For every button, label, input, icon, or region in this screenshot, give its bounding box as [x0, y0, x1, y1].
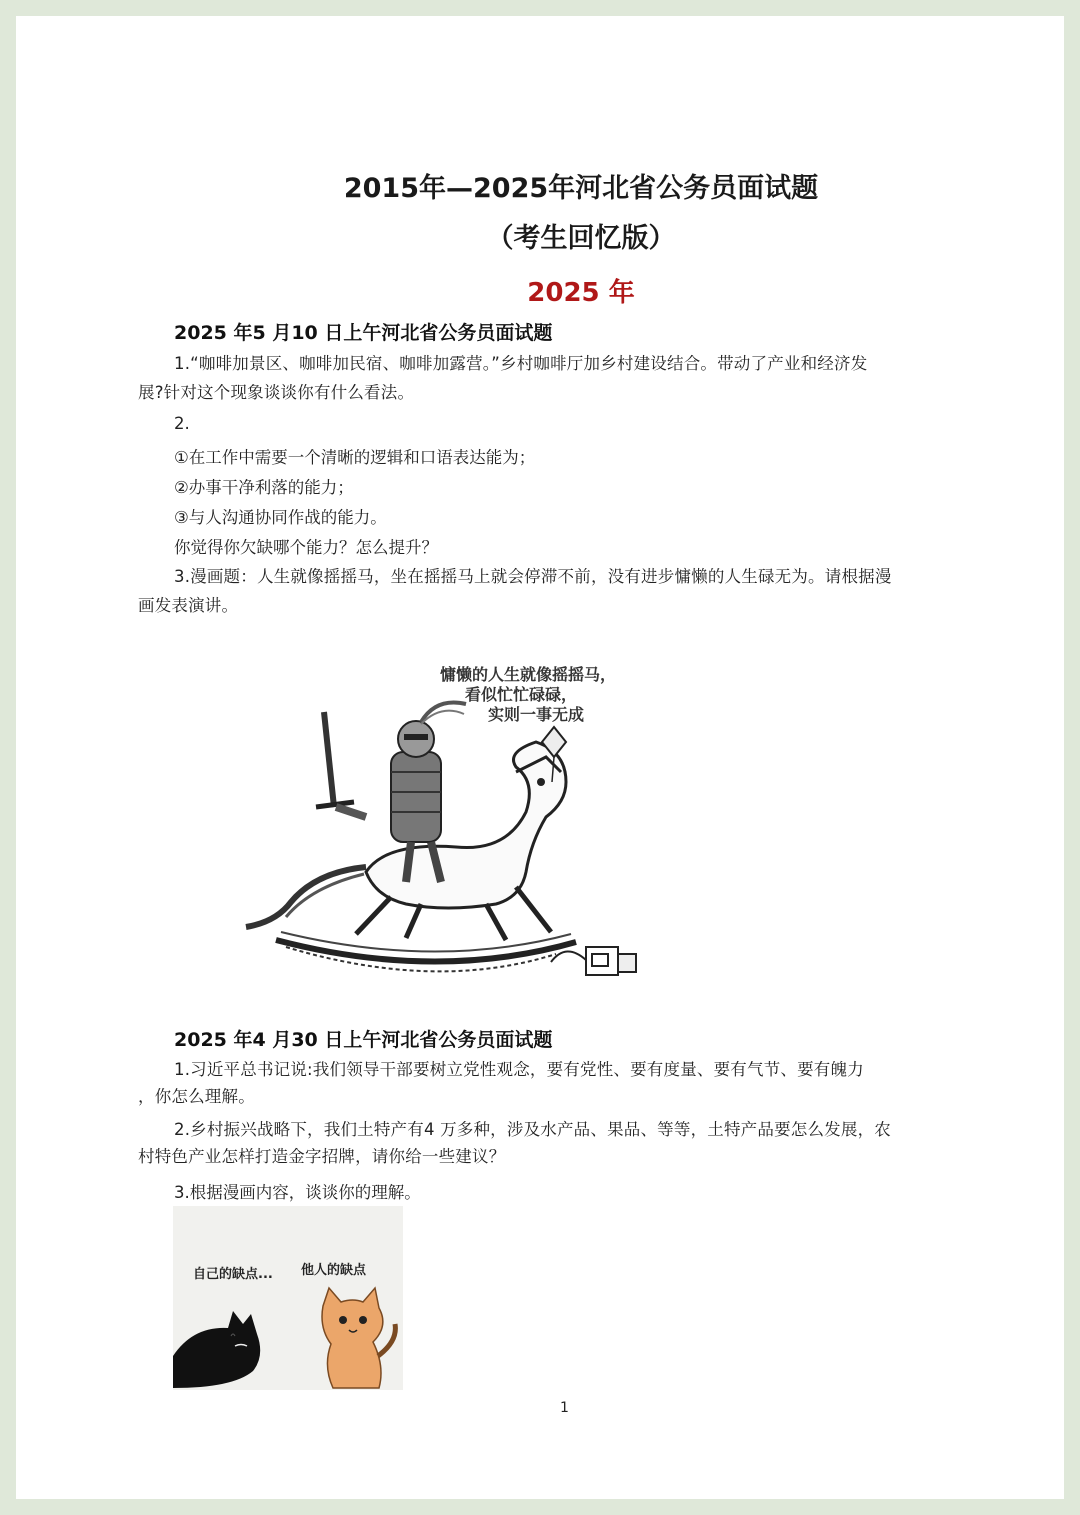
cartoon-caption-line2: 看似忙忙碌碌， — [464, 685, 578, 704]
year-heading: 2025 年 — [527, 278, 635, 308]
section1-q1-line1: 1.“咖啡加景区、咖啡加民宿、咖啡加露营。”乡村咖啡厅加乡村建设结合。带动了产业和经济发 — [174, 354, 868, 373]
cartoon-caption-line3: 实则一事无成 — [487, 705, 585, 724]
document-title: 2015年—2025年河北省公务员面试题 — [343, 173, 819, 204]
section2-q1-line1: 1.习近平总书记说:我们领导干部要树立党性观念，要有党性、要有度量、要有气节、要有魄力 — [174, 1060, 864, 1079]
section1-q2-number: 2. — [174, 414, 190, 433]
cartoon-caption-line1: 慵懒的人生就像摇摇马， — [439, 665, 617, 684]
section1-heading: 2025 年5 月10 日上午河北省公务员面试题 — [174, 322, 553, 344]
document-page — [16, 16, 1064, 1499]
section1-q3 — [138, 562, 958, 620]
cartoon-left-text: 自己的缺点... — [193, 1267, 273, 1282]
page-number: 1 — [560, 1400, 569, 1416]
section1-q2-ask: 你觉得你欠缺哪个能力？怎么提升？ — [174, 538, 438, 557]
section2-q2 — [138, 1116, 958, 1170]
rocking-horse-cartoon — [216, 642, 676, 992]
section2-q1 — [138, 1056, 958, 1110]
section2-q3: 3.根据漫画内容，谈谈你的理解。 — [174, 1183, 421, 1202]
section2-q2-line2: 村特色产业怎样打造金字招牌，请你给一些建议？ — [138, 1147, 506, 1166]
cats-illustration — [173, 1206, 403, 1390]
document-subtitle: （考生回忆版） — [486, 223, 676, 254]
section1-q2-option2: ②办事干净利落的能力； — [174, 478, 354, 497]
section1-q2-option3: ③与人沟通协同作战的能力。 — [174, 508, 387, 527]
section2-q1-line2: ，你怎么理解。 — [138, 1087, 255, 1106]
cartoon-right-text: 他人的缺点 — [301, 1263, 367, 1278]
section1-q3-line1: 3.漫画题：人生就像摇摇马，坐在摇摇马上就会停滞不前，没有进步慵懒的人生碌无为。请根据漫 — [174, 567, 892, 586]
rocking-horse-illustration — [216, 642, 676, 992]
section2-q2-line1: 2.乡村振兴战略下，我们土特产有4 万多种，涉及水产品、果品、等等，土特产品要怎么发展，农 — [174, 1120, 891, 1139]
section1-q3-line2: 画发表演讲。 — [138, 596, 239, 615]
section2-heading: 2025 年4 月30 日上午河北省公务员面试题 — [174, 1029, 553, 1051]
cats-cartoon — [173, 1206, 403, 1390]
section1-q2-option1: ①在工作中需要一个清晰的逻辑和口语表达能为； — [174, 448, 536, 467]
section1-q1 — [138, 349, 958, 407]
section1-q1-line2: 展?针对这个现象谈谈你有什么看法。 — [138, 383, 415, 402]
